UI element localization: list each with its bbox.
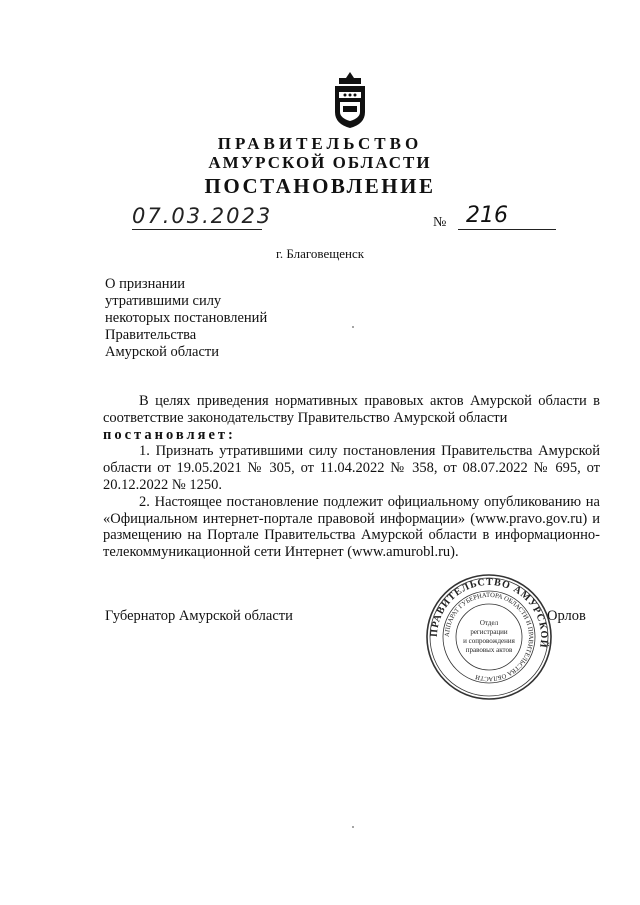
subject-line: Амурской области [105, 344, 219, 360]
stamp-center-line: Отдел [479, 619, 499, 627]
subject-line: утратившими силу [105, 293, 222, 309]
signatory-position: Губернатор Амурской области [105, 608, 293, 624]
document-subject [105, 276, 267, 361]
city: г. Благовещенск [275, 246, 365, 261]
resolves-word: постановляет: [103, 426, 236, 443]
subject-line: Правительства [105, 327, 197, 343]
stamp-center-line: регистрации [470, 628, 508, 636]
coat-of-arms-emblem [325, 70, 375, 130]
stamp-inner-text: АППАРАТ ГУБЕРНАТОРА ОБЛАСТИ И ПРАВИТЕЛЬСТВА ОБЛАСТИ [443, 591, 535, 683]
registration-stamp [425, 573, 553, 701]
item-2: 2. Настоящее постановление подлежит официальному опубликованию на «Официальном интернет-портале правовой информации» (www.pravo.gov.ru) и размещению на Портале Правительства Амурской области в информационно-телекоммуникационной сети Интернет (www.amurobl.ru). [103, 493, 600, 561]
document-body [103, 393, 600, 561]
header-government: ПРАВИТЕЛЬСТВО [217, 134, 423, 153]
document-number: 216 [458, 203, 556, 230]
signatory-name: Орлов [547, 608, 586, 624]
scan-speck [352, 826, 354, 828]
subject-line: некоторых постановлений [105, 310, 268, 326]
item-1: 1. Признать утратившими силу постановления Правительства Амурской области от 19.05.2021 № 305, от 11.04.2022 № 358, от 08.07.2022 № 695, от 20.12.2022 № 1250. [103, 443, 600, 493]
document-date: 07.03.2023 [132, 204, 273, 228]
scan-speck [352, 326, 354, 328]
subject-line: О признании [105, 276, 186, 292]
preamble: В целях приведения нормативных правовых актов Амурской области в соответствие законодательству Правительство Амурской области [103, 393, 600, 426]
stamp-center-line: и сопровождения [463, 637, 515, 645]
document-type: ПОСТАНОВЛЕНИЕ [204, 174, 436, 198]
stamp-center-line: правовых актов [465, 646, 513, 654]
header-region: АМУРСКОЙ ОБЛАСТИ [208, 153, 432, 172]
stamp-outer-text: ПРАВИТЕЛЬСТВО АМУРСКОЙ [428, 576, 550, 650]
number-label: № [433, 215, 447, 230]
